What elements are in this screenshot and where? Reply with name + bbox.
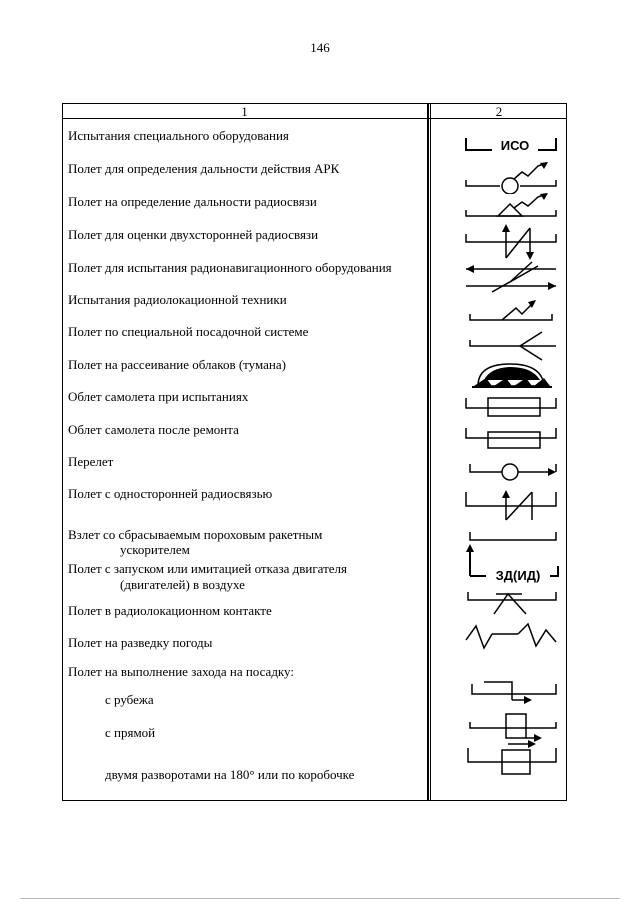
cloud-dispersal-symbol [462,356,562,392]
row-label: Перелет [68,454,114,469]
radio-range-symbol [462,192,562,226]
column-header-1: 1 [241,104,248,119]
weather-recon-symbol [462,618,562,654]
radar-test-symbol [462,294,562,328]
row-label: Полет в радиолокационном контакте [68,603,272,618]
radar-contact-symbol [462,588,562,618]
column-divider [427,103,429,801]
two-way-radio-symbol [462,222,562,262]
row-label: Полет на рассеивание облаков (тумана) [68,357,286,372]
column-header-2: 2 [495,104,503,119]
test-flyover-symbol [462,392,562,422]
row-label: Полет на выполнение захода на посадку: [68,664,295,679]
row-label: Облет самолета при испытаниях [68,389,249,404]
row-label: Облет самолета после ремонта [68,422,239,437]
radionav-test-symbol [462,258,562,298]
row-label: Испытания радиолокационной техники [68,292,287,307]
iso-symbol [462,132,562,156]
row-label: Полет с запуском или имитацией отказа двигателя [68,561,348,576]
svg-text:ЗД(ИД): ЗД(ИД) [495,568,541,583]
row-label: Полет для оценки двухсторонней радиосвязи [68,227,319,242]
row-label: Полет для определения дальности действия АРК [68,161,340,176]
row-label: с рубежа [105,692,154,707]
one-way-radio-symbol [462,488,562,524]
page-number: 146 [310,40,330,55]
ark-range-symbol [462,160,562,194]
row-label: двумя разворотами на 180° или по коробочке [105,767,355,782]
column-divider-inner [430,103,431,801]
row-label: Полет на разведку погоды [68,635,213,650]
row-label: Полет для испытания радионавигационного оборудования [68,260,392,275]
row-label: Полет с односторонней радиосвязью [68,486,273,501]
approach-from-line-symbol [462,676,562,708]
row-label-continued: (двигателей) в воздухе [120,577,245,592]
row-label: Полет на определение дальности радиосвязи [68,194,317,209]
ferry-flight-symbol [462,458,562,488]
box-approach-symbol [462,736,562,778]
svg-text:ИСО: ИСО [500,138,530,153]
row-label: Взлет со сбрасываемым пороховым ракетным [68,527,323,542]
row-label-continued: ускорителем [120,542,190,557]
row-label: с прямой [105,725,156,740]
page-bottom-edge [20,898,620,899]
repair-flyover-symbol [462,424,562,454]
row-label: Испытания специального оборудования [68,128,289,143]
row-label: Полет по специальной посадочной системе [68,324,309,339]
engine-failure-symbol [462,540,570,584]
